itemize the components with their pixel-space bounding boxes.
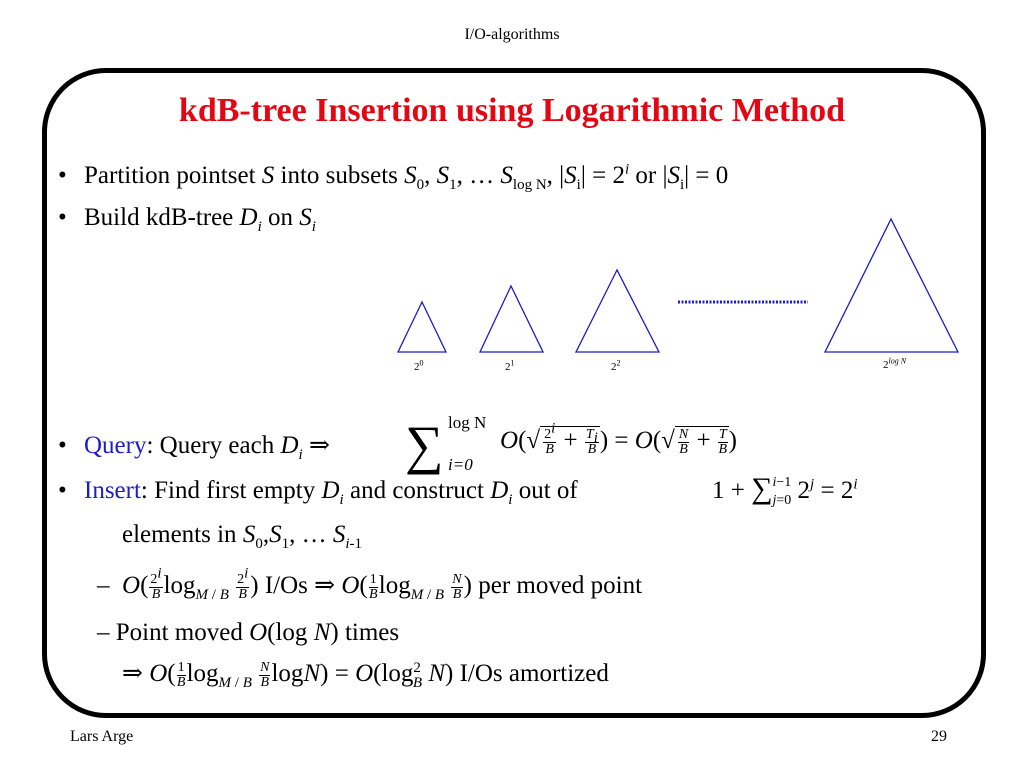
bullet-partition: Partition pointset S into subsets $S_0$, $S_1$, … $S_{log N}$, $|S_i| = 2^i$ or $|S_i| = 0$ — [84, 161, 729, 193]
triangle-label: $2^0$ — [414, 358, 424, 373]
sum-lower: i=0 — [448, 455, 473, 474]
bullet-dot: • — [58, 162, 67, 189]
triangle-2-logN — [825, 219, 958, 352]
insert-keyword: Insert — [84, 477, 141, 504]
header: I/O-algorithms — [464, 26, 560, 43]
sum-upper: log N — [448, 413, 487, 432]
insert-line2: elements in $S_0,S_1$, … $S_{i-1}$ — [122, 521, 362, 552]
sub-bullet-cost: – O( $\frac{2^i}{B}$ $\log_{M / B}$ $\frac{2^i}{B}$ ) I/Os ⇒ O( $\frac{1}{B}$ $\log_{M / B}$ $\frac{N}{B}$ ) per moved point — [97, 565, 643, 604]
query-formula: O(√ $\frac{2^i}{B}$ + $\frac{T_i}{B}$ ) = O(√ $\frac{N}{B}$ + $\frac{T}{B}$ ) — [500, 420, 737, 457]
insert-formula: 1 + ∑i−1 j=0 $2^j = 2^i$ — [712, 472, 858, 509]
bullet-query: Query: Query each $D_i$ ⇒ — [84, 432, 330, 463]
triangle-label: $2^1$ — [505, 358, 515, 373]
sub-bullet-amortized: ⇒ O( $\frac{1}{B}$ $\log_{M / B}$ $\frac{N}{B}$ $\log N) = O(\log^2_B$ N) I/Os amortized — [122, 659, 609, 692]
bullet-build: Build kdB-tree $D_i$ on $S_i$ — [84, 204, 316, 235]
triangle-2-2 — [576, 270, 659, 352]
bullet-dot: • — [58, 204, 67, 231]
triangle-label: $2^{log N}$ — [883, 356, 907, 371]
footer-author: Lars Arge — [70, 728, 134, 745]
bullet-dot: • — [58, 477, 67, 504]
sum-symbol: ∑ — [405, 415, 444, 475]
page-number: 29 — [931, 728, 947, 745]
sub-bullet-moved: – Point moved O(log N) times — [97, 619, 400, 646]
bullet-dot: • — [58, 432, 67, 459]
triangle-label: $2^2$ — [611, 358, 621, 373]
triangle-2-0 — [398, 302, 446, 352]
bullet-insert: Insert: Find first empty $D_i$ and construct $D_i$ out of — [84, 477, 578, 508]
triangle-2-1 — [480, 286, 543, 352]
slide-title: kdB-tree Insertion using Logarithmic Method — [178, 92, 846, 129]
query-keyword: Query — [84, 432, 147, 459]
